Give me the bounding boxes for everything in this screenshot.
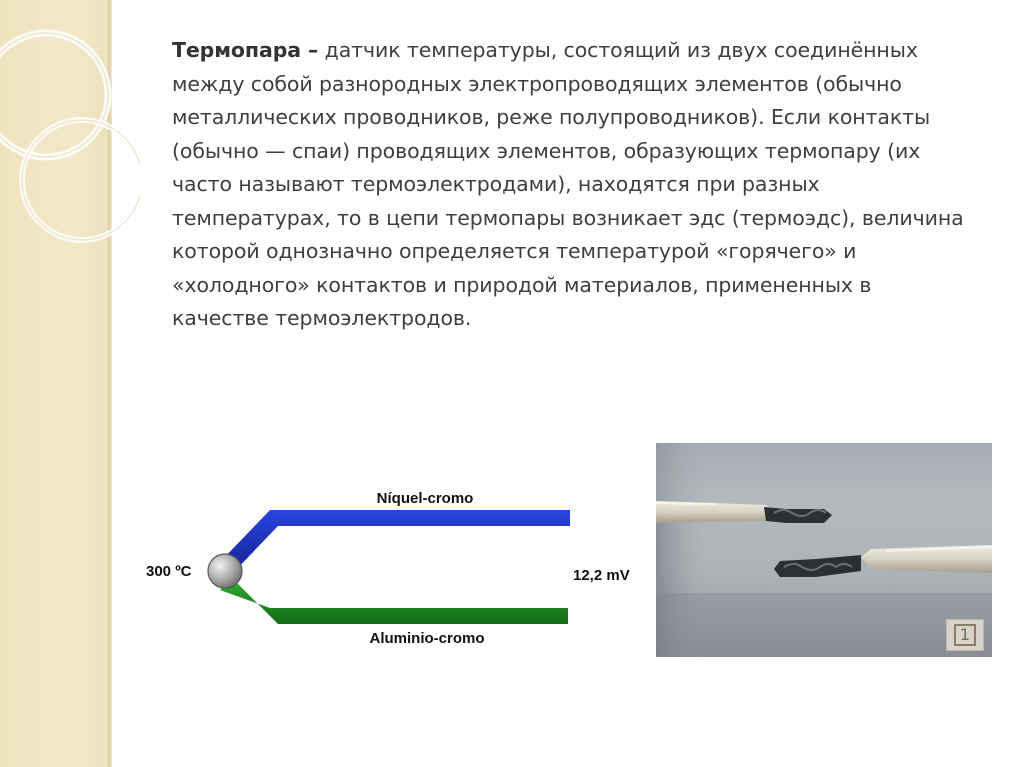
photo-number: 1 [954,624,976,646]
junction-temperature-label: 300 ºC [146,563,192,580]
definition-paragraph [172,34,972,336]
definition-text: датчик температуры, состоящий из двух соединённых между собой разнородных электропроводящих элементов (обычно металлических проводников, реже полупроводников). Если контакты (обычно — спаи) проводящих элементов, образующих термопару (их часто называют термоэлектродами), находятся при разных температурах, то в цепи термопары возникает эдс (термоэдс), величина которой однозначно определяется температурой «горячего» и «холодного» контактов и природой материалов, примененных в качестве термоэлектродов. [172,38,964,330]
thermocouple-photo [656,443,992,657]
term-heading: Термопара – [172,38,319,62]
bottom-wire-label: Aluminio-cromo [369,630,485,647]
top-wire-label: Níquel-cromo [376,490,474,507]
thermocouple-diagram [135,470,655,660]
junction-sphere [208,554,242,588]
bottom-wire-aluminium-chrome [220,578,568,624]
photo-number-badge [946,619,984,651]
decorative-rings [0,0,140,270]
photo-illustration [656,443,992,657]
output-voltage-label: 12,2 mV [573,567,630,584]
top-wire-nickel-chrome [220,510,570,574]
